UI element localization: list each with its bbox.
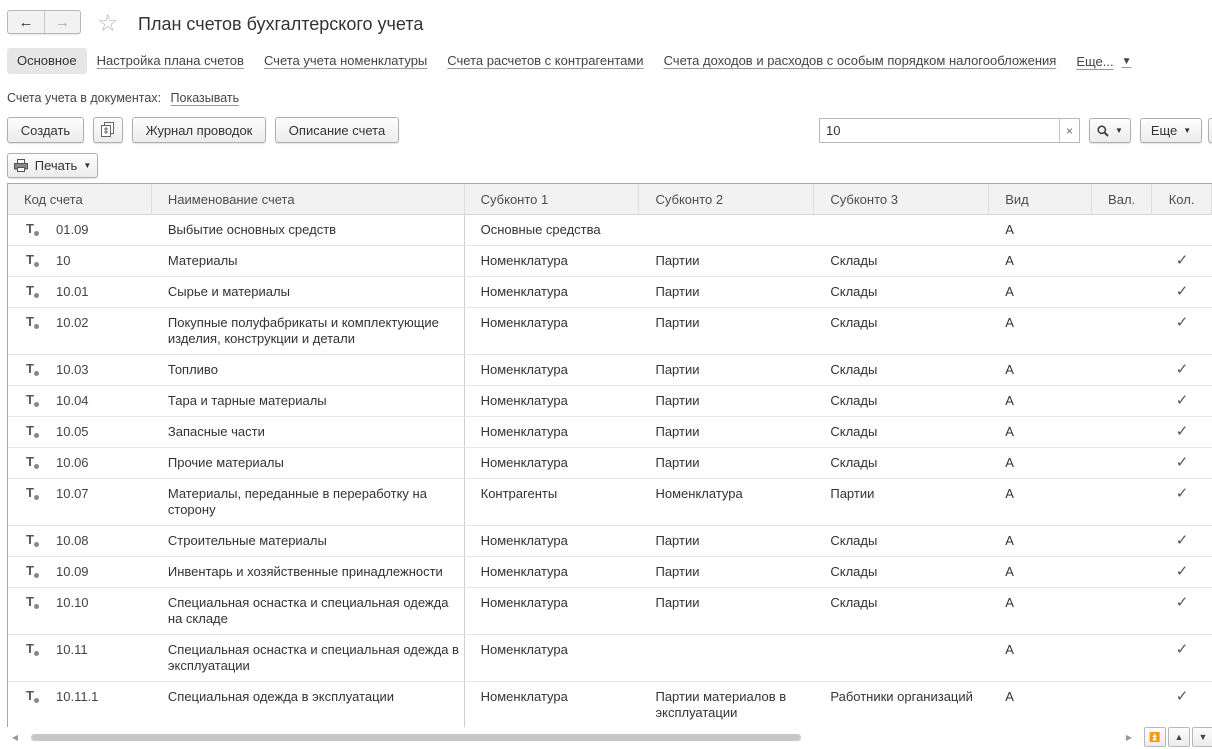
cell-currency xyxy=(1092,308,1152,354)
cell-name: Запасные части xyxy=(152,417,465,447)
cell-currency xyxy=(1092,246,1152,276)
cell-kind: А xyxy=(1005,486,1014,501)
cell-name: Специальная одежда в эксплуатации xyxy=(152,682,465,727)
documents-accounts-label: Счета учета в документах: xyxy=(7,91,162,105)
cell-subconto-2 xyxy=(639,215,814,245)
cell-quantity: ✓ xyxy=(1175,454,1189,471)
cell-quantity xyxy=(1152,215,1212,245)
documents-accounts-row xyxy=(7,91,239,105)
cell-subconto-2: Партии xyxy=(655,253,700,268)
cell-quantity: ✓ xyxy=(1175,392,1189,409)
column-header-currency[interactable]: Вал. xyxy=(1092,184,1152,215)
account-code: 10.07 xyxy=(56,486,89,501)
cell-subconto-1: Номенклатура xyxy=(480,564,568,579)
cell-subconto-3: Склады xyxy=(830,393,878,408)
cell-subconto-1: Номенклатура xyxy=(480,533,568,548)
cell-quantity: ✓ xyxy=(1175,314,1189,331)
cell-name: Специальная оснастка и специальная одежда на складе xyxy=(152,588,465,634)
cell-subconto-1: Номенклатура xyxy=(480,362,568,377)
account-code: 10 xyxy=(56,253,71,268)
tab-contractor-accounts[interactable]: Счета расчетов с контрагентами xyxy=(447,53,644,68)
cell-code xyxy=(8,308,152,354)
journal-label: Журнал проводок xyxy=(145,122,253,138)
cell-kind: А xyxy=(1005,315,1014,330)
cell-subconto-1: Номенклатура xyxy=(480,595,568,610)
cell-code xyxy=(8,277,152,307)
account-type-icon: T xyxy=(26,424,40,440)
tabs-more-button[interactable] xyxy=(1066,54,1131,69)
cell-quantity: ✓ xyxy=(1175,423,1189,440)
favorite-star-icon[interactable]: ☆ xyxy=(97,10,119,37)
cell-quantity: ✓ xyxy=(1175,532,1189,549)
cell-code xyxy=(8,635,152,681)
cell-subconto-3: Работники организаций xyxy=(830,689,973,704)
cell-subconto-1: Номенклатура xyxy=(480,393,568,408)
cell-subconto-2: Партии xyxy=(655,595,700,610)
cell-subconto-3: Склады xyxy=(830,564,878,579)
cell-kind: А xyxy=(1005,222,1014,237)
table-row[interactable] xyxy=(8,635,1212,682)
account-type-icon: T xyxy=(26,564,40,580)
cell-subconto-2: Партии xyxy=(655,315,700,330)
clear-search-button[interactable]: × xyxy=(1059,119,1079,142)
cell-currency xyxy=(1092,355,1152,385)
cell-currency xyxy=(1092,448,1152,478)
cell-currency xyxy=(1092,635,1152,681)
account-code: 10.08 xyxy=(56,533,89,548)
scroll-right-icon[interactable]: ▶ xyxy=(1125,732,1133,742)
cell-subconto-1: Контрагенты xyxy=(480,486,558,501)
table-header xyxy=(8,184,1212,215)
cell-subconto-1: Номенклатура xyxy=(480,424,568,439)
cell-currency xyxy=(1092,417,1152,447)
cell-code xyxy=(8,479,152,525)
cell-subconto-3: Склады xyxy=(830,424,878,439)
cell-subconto-1: Номенклатура xyxy=(480,642,568,657)
cell-code xyxy=(8,386,152,416)
dropdown-arrow-icon: ▼ xyxy=(1183,126,1192,135)
table-row[interactable] xyxy=(8,277,1212,308)
extra-button[interactable] xyxy=(1208,118,1212,143)
navigation-buttons xyxy=(7,10,81,34)
cell-subconto-3: Склады xyxy=(830,595,878,610)
cell-subconto-2: Партии материалов в эксплуатации xyxy=(655,689,787,720)
create-button[interactable] xyxy=(7,117,84,143)
account-type-icon: T xyxy=(26,222,40,238)
section-tabs xyxy=(7,48,1132,74)
account-type-icon: T xyxy=(26,595,40,611)
account-code: 10.10 xyxy=(56,595,89,610)
table-row[interactable] xyxy=(8,308,1212,355)
cell-name: Специальная оснастка и специальная одежда в эксплуатации xyxy=(152,635,465,681)
cell-subconto-3: Партии xyxy=(830,486,875,501)
cell-quantity: ✓ xyxy=(1175,283,1189,300)
cell-kind: А xyxy=(1005,253,1014,268)
cell-subconto-2: Партии xyxy=(655,393,700,408)
cell-kind: А xyxy=(1005,424,1014,439)
dropdown-arrow-icon: ▼ xyxy=(1115,126,1123,135)
cell-subconto-3: Склады xyxy=(830,315,878,330)
account-code: 10.06 xyxy=(56,455,89,470)
column-header-name[interactable]: Наименование счета xyxy=(152,184,465,215)
cell-name: Строительные материалы xyxy=(152,526,465,556)
cell-subconto-3: Склады xyxy=(830,253,878,268)
cell-name: Сырье и материалы xyxy=(152,277,465,307)
search-value: 10 xyxy=(826,123,841,138)
dropdown-arrow-icon: ▼ xyxy=(1121,55,1132,67)
table-body xyxy=(8,215,1212,727)
table-row[interactable] xyxy=(8,526,1212,557)
column-header-subconto-3[interactable]: Субконто 3 xyxy=(814,184,989,215)
cell-subconto-3: Склады xyxy=(830,533,878,548)
journal-button[interactable] xyxy=(132,117,266,143)
search-options-button[interactable] xyxy=(1089,118,1131,143)
back-button[interactable] xyxy=(8,11,44,33)
cell-code xyxy=(8,588,152,634)
cell-code xyxy=(8,448,152,478)
cell-kind: А xyxy=(1005,393,1014,408)
cell-subconto-2: Партии xyxy=(655,533,700,548)
table-row[interactable] xyxy=(8,386,1212,417)
cell-subconto-2: Партии xyxy=(655,564,700,579)
account-type-icon: T xyxy=(26,455,40,471)
cell-kind: А xyxy=(1005,689,1014,704)
tab-nomenclature-accounts[interactable]: Счета учета номенклатуры xyxy=(263,53,428,68)
cell-subconto-1: Номенклатура xyxy=(480,315,568,330)
account-type-icon: T xyxy=(26,284,40,300)
cell-subconto-1: Номенклатура xyxy=(480,689,568,704)
cell-quantity: ✓ xyxy=(1175,641,1189,658)
cell-code xyxy=(8,682,152,727)
cell-quantity: ✓ xyxy=(1175,485,1189,502)
back-arrow-icon: ← xyxy=(18,13,34,31)
cell-subconto-1: Номенклатура xyxy=(480,284,568,299)
cell-subconto-3: Склады xyxy=(830,455,878,470)
tabs-more-label: Еще... xyxy=(1076,53,1114,69)
account-type-icon: T xyxy=(26,362,40,378)
cell-subconto-2: Номенклатура xyxy=(655,486,743,501)
cell-quantity: ✓ xyxy=(1175,252,1189,269)
table-row[interactable] xyxy=(8,246,1212,277)
page-down-icon: ▼ xyxy=(1198,732,1208,742)
tab-chart-settings[interactable]: Настройка плана счетов xyxy=(96,53,244,68)
search-icon xyxy=(1097,125,1109,137)
cell-subconto-3 xyxy=(814,215,989,245)
account-type-icon: T xyxy=(26,393,40,409)
create-label: Создать xyxy=(20,122,71,138)
cell-subconto-2: Партии xyxy=(655,362,700,377)
cell-subconto-2 xyxy=(639,635,814,681)
cell-quantity: ✓ xyxy=(1175,688,1189,705)
accounts-table xyxy=(7,183,1212,727)
horizontal-scrollbar[interactable] xyxy=(7,729,1137,745)
cell-currency xyxy=(1092,682,1152,727)
table-row[interactable] xyxy=(8,417,1212,448)
account-type-icon: T xyxy=(26,689,40,705)
cell-kind: А xyxy=(1005,455,1014,470)
account-code: 10.11 xyxy=(56,642,88,657)
list-navigation xyxy=(1144,727,1212,747)
cell-subconto-2: Партии xyxy=(655,455,700,470)
cell-name: Покупные полуфабрикаты и комплектующие изделия, конструкции и детали xyxy=(152,308,465,354)
forward-button[interactable] xyxy=(44,11,80,33)
cell-kind: А xyxy=(1005,533,1014,548)
go-to-top-button[interactable] xyxy=(1144,727,1166,747)
cell-code xyxy=(8,557,152,587)
cell-kind: А xyxy=(1005,564,1014,579)
scrollbar-thumb[interactable] xyxy=(31,734,801,741)
cell-kind: А xyxy=(1005,595,1014,610)
cell-name: Прочие материалы xyxy=(152,448,465,478)
table-row[interactable] xyxy=(8,479,1212,526)
account-description-button[interactable] xyxy=(275,117,399,143)
table-row[interactable] xyxy=(8,355,1212,386)
search-input[interactable] xyxy=(819,118,1080,143)
tab-main[interactable]: Основное xyxy=(7,48,87,74)
print-label: Печать xyxy=(34,158,78,173)
account-type-icon: T xyxy=(26,253,40,269)
account-code: 10.02 xyxy=(56,315,89,330)
column-header-quantity[interactable]: Кол. xyxy=(1152,184,1212,215)
cell-subconto-2: Партии xyxy=(655,284,700,299)
table-row[interactable] xyxy=(8,215,1212,246)
cell-code xyxy=(8,355,152,385)
account-type-icon: T xyxy=(26,315,40,331)
show-link[interactable]: Показывать xyxy=(170,91,240,105)
account-code: 10.01 xyxy=(56,284,89,299)
table-row[interactable] xyxy=(8,448,1212,479)
cell-name: Материалы, переданные в переработку на сторону xyxy=(152,479,465,525)
cell-code xyxy=(8,246,152,276)
copy-icon xyxy=(101,122,115,138)
account-code: 10.03 xyxy=(56,362,89,377)
cell-quantity: ✓ xyxy=(1175,563,1189,580)
column-header-code[interactable]: Код счета xyxy=(8,184,152,215)
cell-subconto-1: Основные средства xyxy=(480,222,601,237)
cell-currency xyxy=(1092,479,1152,525)
cell-subconto-3: Склады xyxy=(830,284,878,299)
table-row[interactable] xyxy=(8,682,1212,727)
cell-name: Выбытие основных средств xyxy=(152,215,465,245)
cell-subconto-1: Номенклатура xyxy=(480,455,568,470)
cell-currency xyxy=(1092,588,1152,634)
printer-icon xyxy=(14,159,28,172)
cell-kind: А xyxy=(1005,284,1014,299)
account-code: 10.09 xyxy=(56,564,89,579)
cell-currency xyxy=(1092,277,1152,307)
scroll-left-icon[interactable]: ◀ xyxy=(11,732,19,742)
cell-code xyxy=(8,526,152,556)
page-title: План счетов бухгалтерского учета xyxy=(138,14,424,34)
scrollbar-track[interactable] xyxy=(23,732,1121,742)
more-actions-button[interactable] xyxy=(1140,118,1202,143)
cell-currency xyxy=(1092,215,1152,245)
cell-code xyxy=(8,417,152,447)
column-header-subconto-2[interactable]: Субконто 2 xyxy=(639,184,814,215)
cell-quantity: ✓ xyxy=(1175,361,1189,378)
account-code: 10.11.1 xyxy=(56,689,99,704)
print-button[interactable] xyxy=(7,153,98,178)
account-code: 01.09 xyxy=(56,222,89,237)
cell-currency xyxy=(1092,557,1152,587)
column-header-subconto-1[interactable]: Субконто 1 xyxy=(465,184,640,215)
forward-arrow-icon: → xyxy=(55,13,70,31)
cell-subconto-1: Номенклатура xyxy=(480,253,568,268)
cell-currency xyxy=(1092,526,1152,556)
cell-name: Топливо xyxy=(152,355,465,385)
cell-kind: А xyxy=(1005,362,1014,377)
table-row[interactable] xyxy=(8,588,1212,635)
cell-subconto-3 xyxy=(814,635,989,681)
cell-name: Инвентарь и хозяйственные принадлежности xyxy=(152,557,465,587)
account-type-icon: T xyxy=(26,533,40,549)
more-actions-label: Еще xyxy=(1150,123,1178,138)
cell-subconto-3: Склады xyxy=(830,362,878,377)
account-type-icon: T xyxy=(26,642,40,658)
go-to-top-icon: ⏫ xyxy=(1149,731,1161,742)
tab-special-tax-accounts[interactable]: Счета доходов и расходов с особым порядком налогообложения xyxy=(663,53,1057,68)
cell-subconto-2: Партии xyxy=(655,424,700,439)
account-code: 10.05 xyxy=(56,424,89,439)
cell-currency xyxy=(1092,386,1152,416)
cell-kind: А xyxy=(1005,642,1014,657)
column-header-kind[interactable]: Вид xyxy=(989,184,1092,215)
page-up-icon: ▲ xyxy=(1174,732,1184,742)
cell-name: Тара и тарные материалы xyxy=(152,386,465,416)
account-code: 10.04 xyxy=(56,393,89,408)
table-row[interactable] xyxy=(8,557,1212,588)
cell-code xyxy=(8,215,152,245)
dropdown-arrow-icon: ▼ xyxy=(83,161,92,170)
page-down-button[interactable] xyxy=(1192,727,1212,747)
cell-quantity: ✓ xyxy=(1175,594,1189,611)
account-description-label: Описание счета xyxy=(288,122,386,138)
copy-button[interactable] xyxy=(93,117,123,143)
account-type-icon: T xyxy=(26,486,40,502)
page-up-button[interactable] xyxy=(1168,727,1190,747)
cell-name: Материалы xyxy=(152,246,465,276)
